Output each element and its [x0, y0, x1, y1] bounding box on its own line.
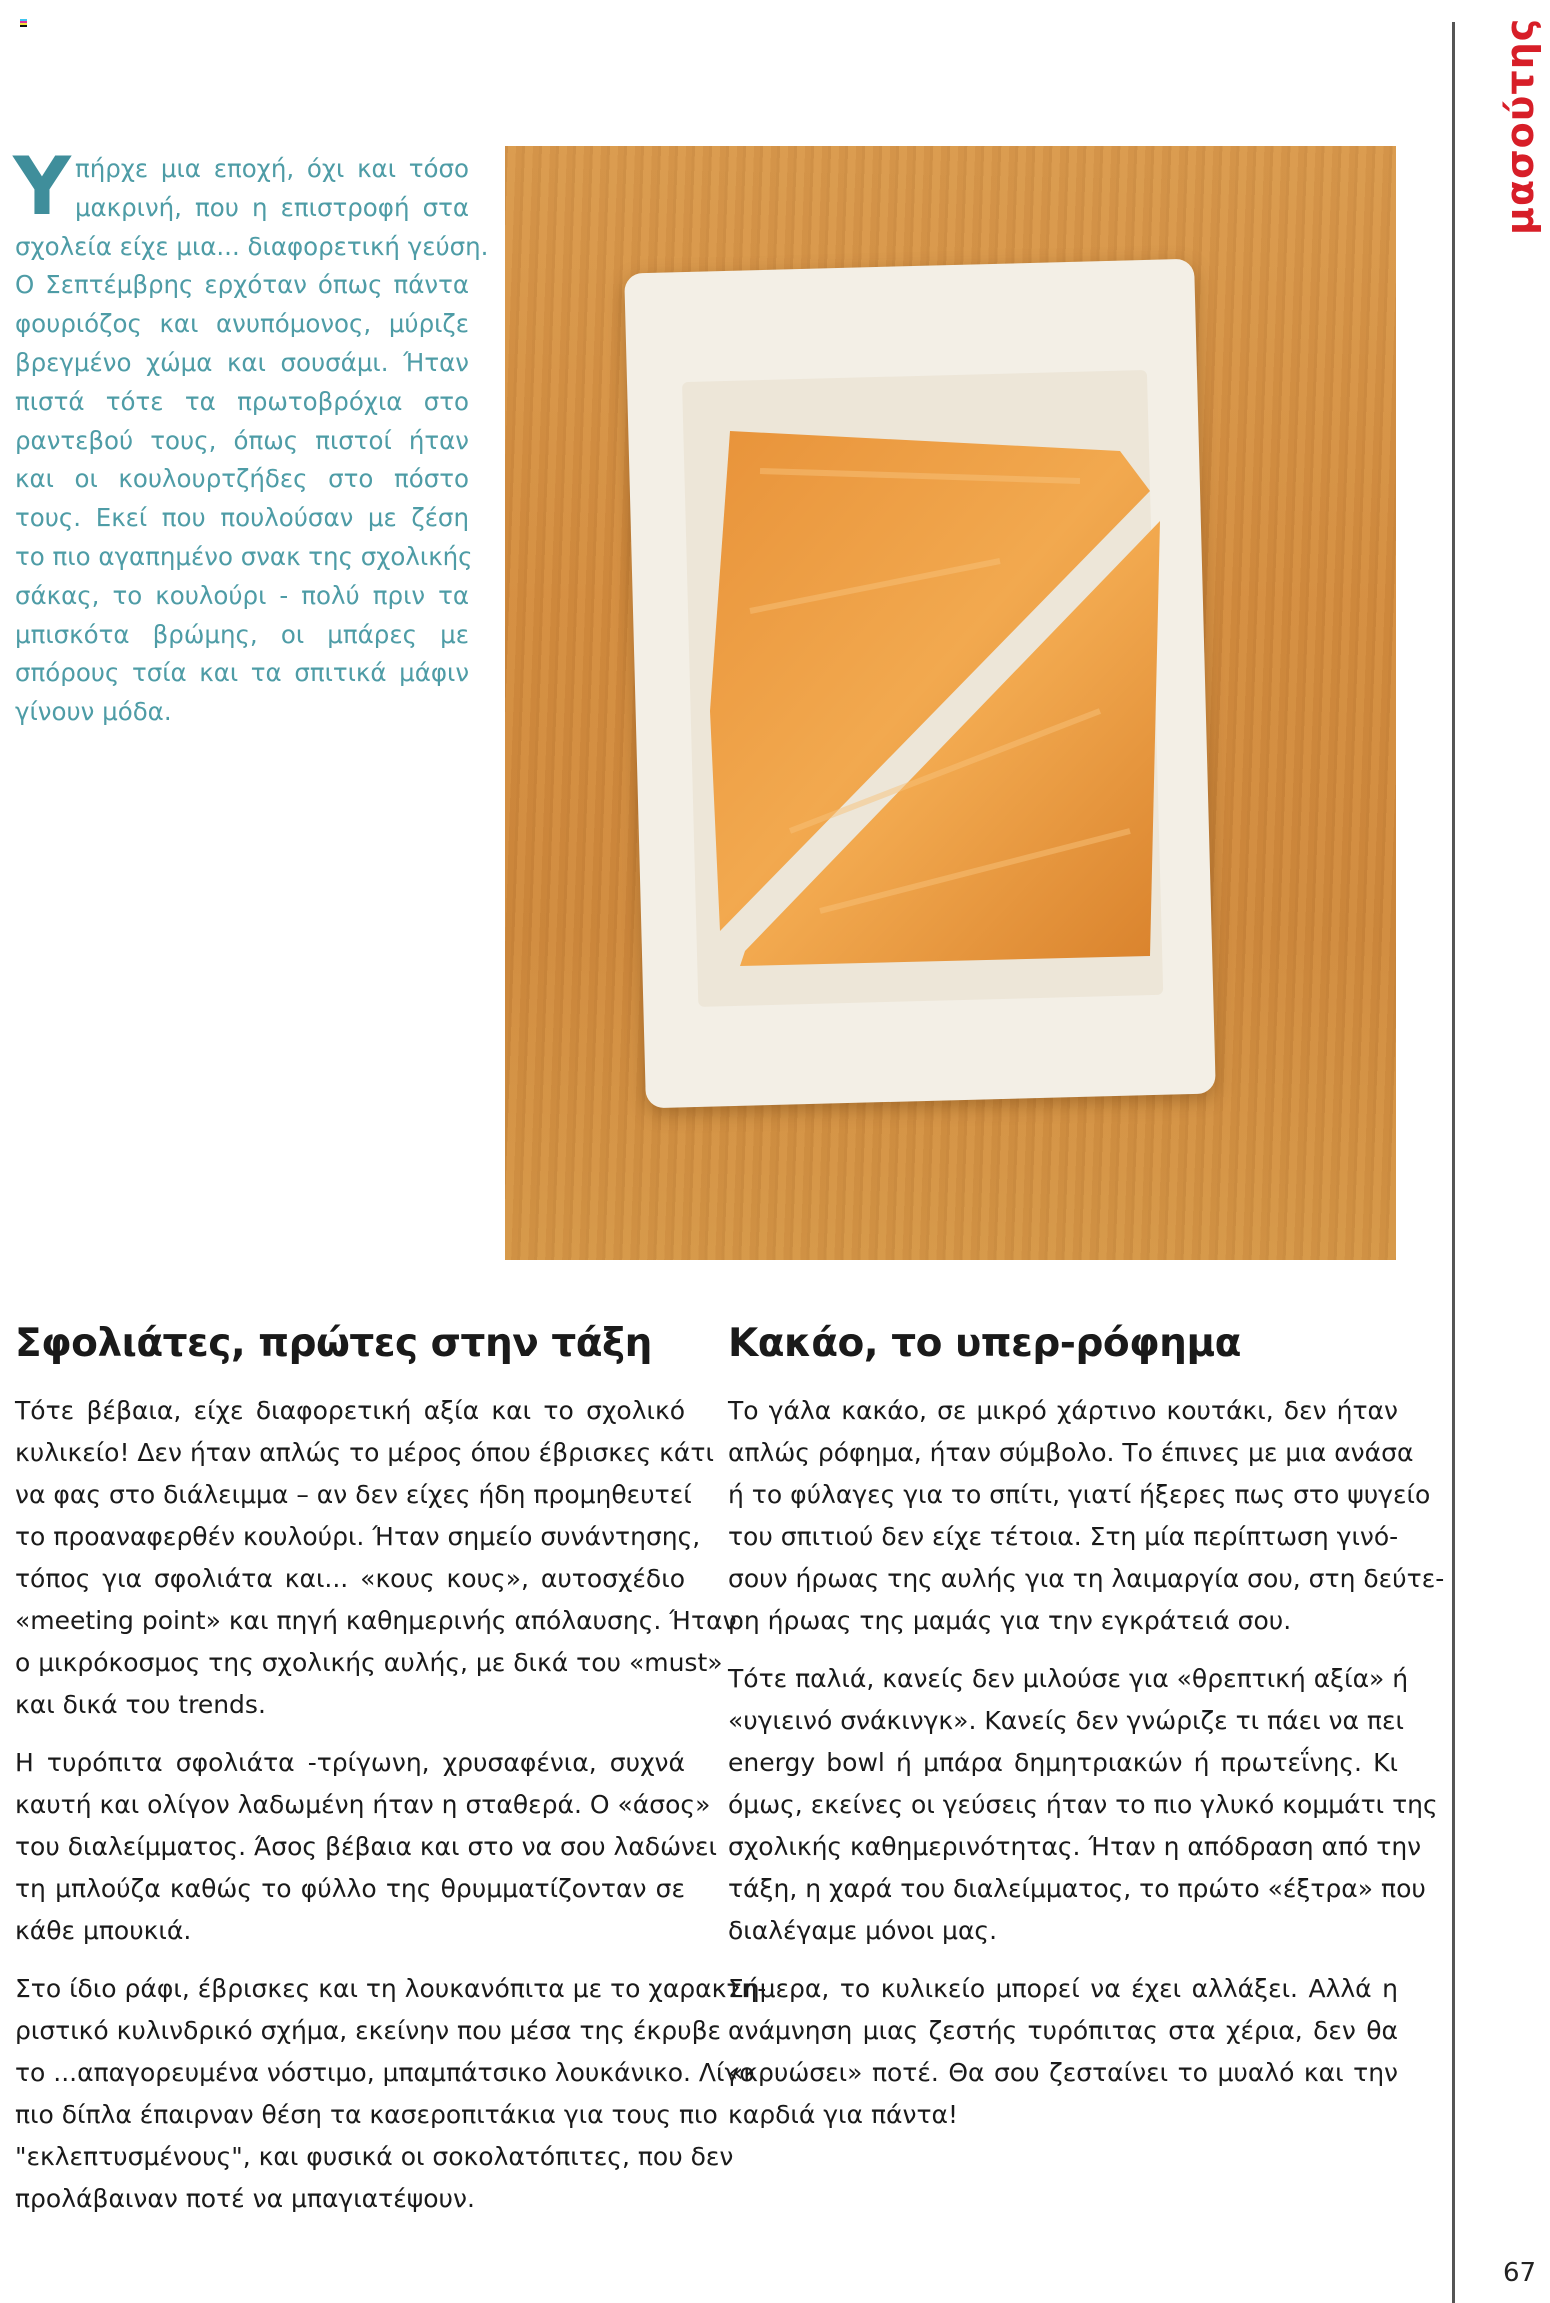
intro-line: πιστά τότε τα πρωτοβρόχια στο — [15, 386, 469, 416]
intro-line: σχολεία είχε μια... διαφορετική γεύση. — [15, 231, 489, 261]
intro-line: τους. Εκεί που πουλούσαν με ζέση — [15, 503, 469, 533]
text-line: και δικά του trends. — [15, 1690, 266, 1719]
section-heading: Κακάο, το υπερ-ρόφημα — [728, 1321, 1241, 1366]
text-line: ανάμνηση μιας ζεστής τυρόπιτας στα χέρια, δεν θα — [728, 2016, 1398, 2045]
text-line: τάξη, η χαρά του διαλείμματος, το πρώτο «έξτρα» που — [728, 1874, 1426, 1903]
text-line: διαλέγαμε μόνοι μας. — [728, 1916, 998, 1945]
text-line: «meeting point» και πηγή καθημερινής απόλαυσης. Ήταν — [15, 1606, 737, 1635]
text-line: «κρυώσει» ποτέ. Θα σου ζεσταίνει το μυαλό και την — [728, 2058, 1398, 2087]
intro-line: μπισκότα βρώμης, οι μπάρες με — [15, 619, 469, 649]
section-heading: Σφολιάτες, πρώτες στην τάξη — [15, 1321, 652, 1366]
text-line: ή το φύλαγες για το σπίτι, γιατί ήξερες πως στο ψυγείο — [728, 1480, 1431, 1509]
text-line: Σήμερα, το κυλικείο μπορεί να έχει αλλάξει. Αλλά η — [728, 1974, 1398, 2003]
tiropita-photo — [505, 146, 1396, 1260]
intro-line: σάκας, το κουλούρι - πολύ πριν τα — [15, 580, 469, 610]
text-line: όμως, εκείνες οι γεύσεις ήταν το πιο γλυκό κομμάτι της — [728, 1790, 1438, 1819]
intro-line: και οι κουλουρτζήδες στο πόστο — [15, 464, 469, 494]
text-line: του διαλείμματος. Άσος βέβαια και στο να σου λαδώνει — [15, 1832, 717, 1861]
text-line: energy bowl ή μπάρα δημητριακών ή πρωτεΐνης. Κι — [728, 1748, 1398, 1777]
drop-cap: Υ — [13, 140, 71, 233]
intro-line: μακρινή, που η επιστροφή στα — [74, 192, 469, 222]
intro-line: Ο Σεπτέμβρης ερχόταν όπως πάντα — [15, 270, 469, 300]
text-line: το προαναφερθέν κουλούρι. Ήταν σημείο συνάντησης, — [15, 1522, 701, 1551]
intro-line: φουριόζος και ανυπόμονος, μύριζε — [15, 309, 469, 339]
text-line: σχολικής καθημερινότητας. Ήταν η απόδραση από την — [728, 1832, 1422, 1861]
text-line: Τότε βέβαια, είχε διαφορετική αξία και το σχολικό — [15, 1396, 685, 1425]
text-line: σουν ήρωας της αυλής για τη λαιμαργία σου, στη δεύτε- — [728, 1564, 1445, 1593]
body-paragraph — [728, 1968, 1398, 2136]
intro-line: το πιο αγαπημένο σνακ της σχολικής — [15, 541, 473, 571]
text-line: κυλικείο! Δεν ήταν απλώς το μέρος όπου έβρισκες κάτι — [15, 1438, 714, 1467]
brand-logo: μασούτης — [1498, 17, 1542, 235]
text-line: το ...απαγορευμένα νόστιμο, μπαμπάτσικο λουκάνικο. Λίγο — [15, 2058, 755, 2087]
body-paragraph — [728, 1390, 1445, 1642]
text-line: προλάβαιναν ποτέ να μπαγιατέψουν. — [15, 2184, 475, 2213]
cheese-pie-pastry — [700, 411, 1170, 971]
body-paragraph — [728, 1658, 1438, 1952]
intro-line: βρεγμένο χώμα και σουσάμι. Ήταν — [15, 347, 469, 377]
text-line: απλώς ρόφημα, ήταν σύμβολο. Το έπινες με μια ανάσα — [728, 1438, 1414, 1467]
text-line: καυτή και ολίγον λαδωμένη ήταν η σταθερά. Ο «άσος» — [15, 1790, 711, 1819]
text-line: "εκλεπτυσμένους", και φυσικά οι σοκολατόπιτες, που δεν — [15, 2142, 734, 2171]
body-paragraph — [15, 1968, 767, 2220]
section-sfoliates — [15, 1318, 767, 2236]
text-line: ρη ήρωας της μαμάς για την εγκράτειά σου. — [728, 1606, 1292, 1635]
intro-line: πήρχε μια εποχή, όχι και τόσο — [74, 154, 469, 183]
intro-line: ραντεβού τους, όπως πιστοί ήταν — [15, 425, 469, 455]
text-line: κάθε μπουκιά. — [15, 1916, 192, 1945]
intro-line: γίνουν μόδα. — [15, 697, 172, 727]
page-number: 67 — [1503, 2258, 1537, 2288]
body-paragraph — [15, 1390, 737, 1726]
page-divider — [1452, 22, 1455, 2303]
text-line: να φας στο διάλειμμα – αν δεν είχες ήδη προμηθευτεί — [15, 1480, 692, 1509]
intro-line: σπόρους τσία και τα σπιτικά μάφιν — [15, 658, 469, 688]
text-line: ριστικό κυλινδρικό σχήμα, εκείνην που μέσα της έκρυβε — [15, 2016, 722, 2045]
text-line: του σπιτιού δεν είχε τέτοια. Στη μία περίπτωση γινό- — [728, 1522, 1399, 1551]
text-line: «υγιεινό σνάκινγκ». Κανείς δεν γνώριζε τι πάει να πει — [728, 1706, 1404, 1735]
text-line: Το γάλα κακάο, σε μικρό χάρτινο κουτάκι, δεν ήταν — [728, 1396, 1398, 1425]
section-kakao — [728, 1318, 1445, 2152]
text-line: καρδιά για πάντα! — [728, 2100, 958, 2129]
text-line: ο μικρόκοσμος της σχολικής αυλής, με δικά του «must» — [15, 1648, 723, 1677]
print-registration-mark — [20, 19, 27, 27]
body-paragraph — [15, 1742, 717, 1952]
text-line: τη μπλούζα καθώς το φύλλο της θρυμματίζονταν σε — [15, 1874, 685, 1903]
text-line: Τότε παλιά, κανείς δεν μιλούσε για «θρεπτική αξία» ή — [728, 1664, 1409, 1693]
intro-paragraph — [13, 140, 489, 732]
text-line: Η τυρόπιτα σφολιάτα -τρίγωνη, χρυσαφένια, συχνά — [15, 1748, 685, 1777]
text-line: Στο ίδιο ράφι, έβρισκες και τη λουκανόπιτα με το χαρακτη- — [15, 1974, 767, 2003]
text-line: τόπος για σφολιάτα και... «κους κους», αυτοσχέδιο — [15, 1564, 685, 1593]
text-line: πιο δίπλα έπαιρναν θέση τα κασεροπιτάκια για τους πιο — [15, 2100, 718, 2129]
